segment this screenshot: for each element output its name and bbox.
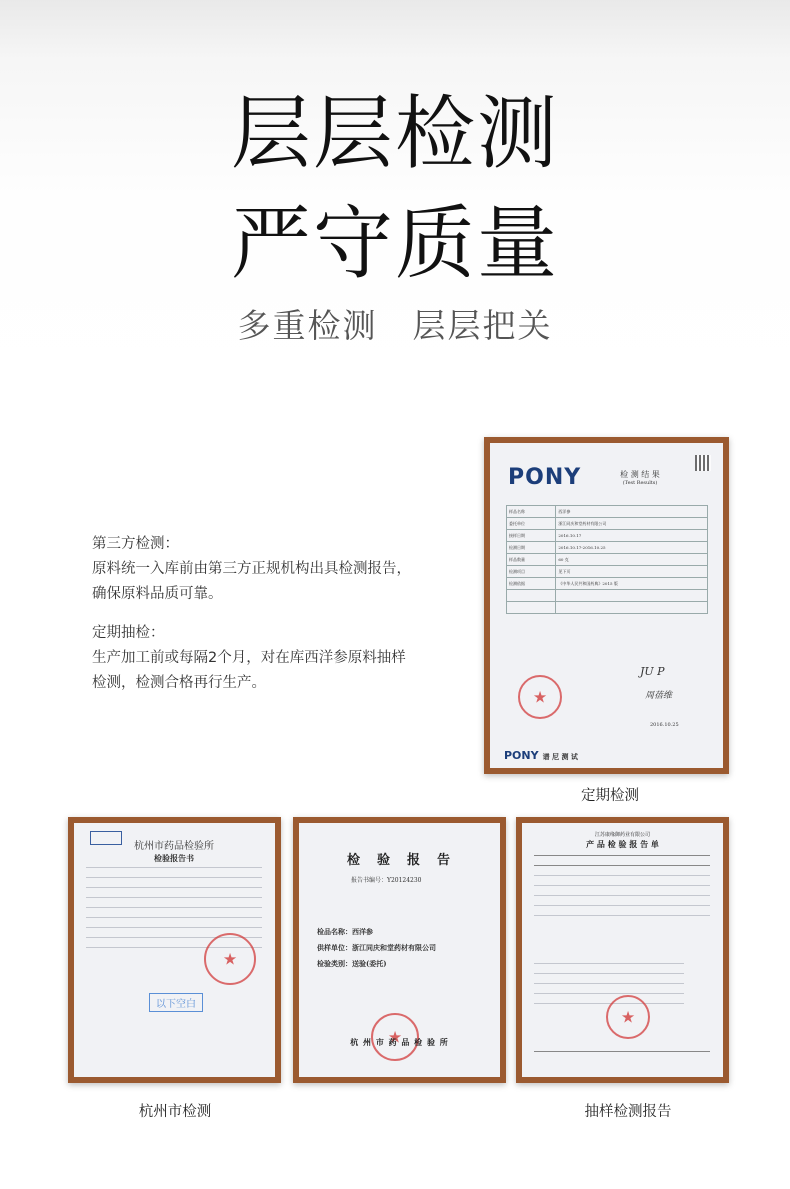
third-party-section bbox=[92, 532, 422, 607]
table-row: 检测项目 见下页 bbox=[507, 566, 708, 578]
report-supplier: 供样单位：浙江同庆和堂药材有限公司 bbox=[317, 943, 436, 952]
report-number: 报告书编号：Y20124230 bbox=[351, 877, 422, 884]
report-title: 检 验 报 告 bbox=[346, 853, 452, 868]
official-seal-icon bbox=[518, 675, 562, 719]
regular-body: 生产加工前或每隔2个月，对在库西洋参原料抽样检测，检测合格再行生产。 bbox=[92, 650, 406, 691]
pony-report-title: 检 测 结 果 (Test Results) bbox=[620, 470, 660, 486]
hangzhou-title: 检验报告书 bbox=[154, 853, 194, 863]
table-row bbox=[507, 590, 708, 602]
regular-section bbox=[92, 621, 412, 696]
hero-title-line2: 严守质量 bbox=[231, 197, 559, 290]
table-row: 样品名称 西洋参 bbox=[507, 506, 708, 518]
pony-date: 2016.10.25 bbox=[650, 722, 679, 728]
pony-logo: PONY bbox=[508, 465, 582, 490]
inspection-report-image bbox=[293, 817, 506, 1083]
signature-1: JU P bbox=[640, 665, 665, 678]
official-seal-icon bbox=[606, 995, 650, 1039]
pony-report-paper bbox=[490, 443, 723, 768]
hangzhou-report-image bbox=[68, 817, 281, 1083]
hero-subtitle: 多重检测 层层把关 bbox=[237, 306, 553, 345]
pony-report-image bbox=[484, 437, 729, 774]
sampling-company: 江苏康缘御药业有限公司 bbox=[594, 832, 650, 838]
report-product: 检品名称：西洋参 bbox=[317, 927, 373, 936]
inspection-report-paper bbox=[299, 823, 500, 1077]
pony-footer-logo: PONY 谱 尼 测 试 bbox=[504, 749, 578, 762]
sampling-report-paper bbox=[522, 823, 723, 1077]
table-row: 接样日期 2016.10.17 bbox=[507, 530, 708, 542]
regular-title: 定期抽检： bbox=[92, 625, 165, 641]
report-org: 杭 州 市 药 品 检 验 所 bbox=[350, 1037, 449, 1047]
table-row: 检测依据 《中华人民共和国药典》2015 版 bbox=[507, 578, 708, 590]
official-seal-icon bbox=[204, 933, 256, 985]
third-party-body: 原料统一入库前由第三方正规机构出具检测报告，确保原料品质可靠。 bbox=[92, 561, 411, 602]
table-row: 检测日期 2016.10.17-2016.10.25 bbox=[507, 542, 708, 554]
sampling-title: 产 品 检 验 报 告 单 bbox=[586, 839, 659, 849]
hangzhou-report-paper bbox=[74, 823, 275, 1077]
third-party-title: 第三方检测： bbox=[92, 536, 179, 552]
table-row: 委托单位 浙江同庆和堂药材有限公司 bbox=[507, 518, 708, 530]
blank-stamp: 以下空白 bbox=[149, 993, 203, 1012]
cma-logo-icon bbox=[90, 831, 122, 845]
qr-code-icon bbox=[695, 455, 711, 471]
table-row: 样品数量 60 克 bbox=[507, 554, 708, 566]
report-category: 检验类别：送验(委托) bbox=[317, 959, 387, 968]
hangzhou-org: 杭州市药品检验所 bbox=[134, 841, 214, 852]
sampling-caption: 抽样检测报告 bbox=[584, 1104, 672, 1120]
hero-title-line1: 层层检测 bbox=[231, 87, 559, 180]
signature-2: 周蓓维 bbox=[645, 691, 673, 701]
hangzhou-caption: 杭州市检测 bbox=[138, 1104, 212, 1120]
pony-results-table bbox=[506, 505, 708, 614]
sampling-report-image bbox=[516, 817, 729, 1083]
pony-caption: 定期检测 bbox=[581, 788, 639, 804]
table-row bbox=[507, 602, 708, 614]
